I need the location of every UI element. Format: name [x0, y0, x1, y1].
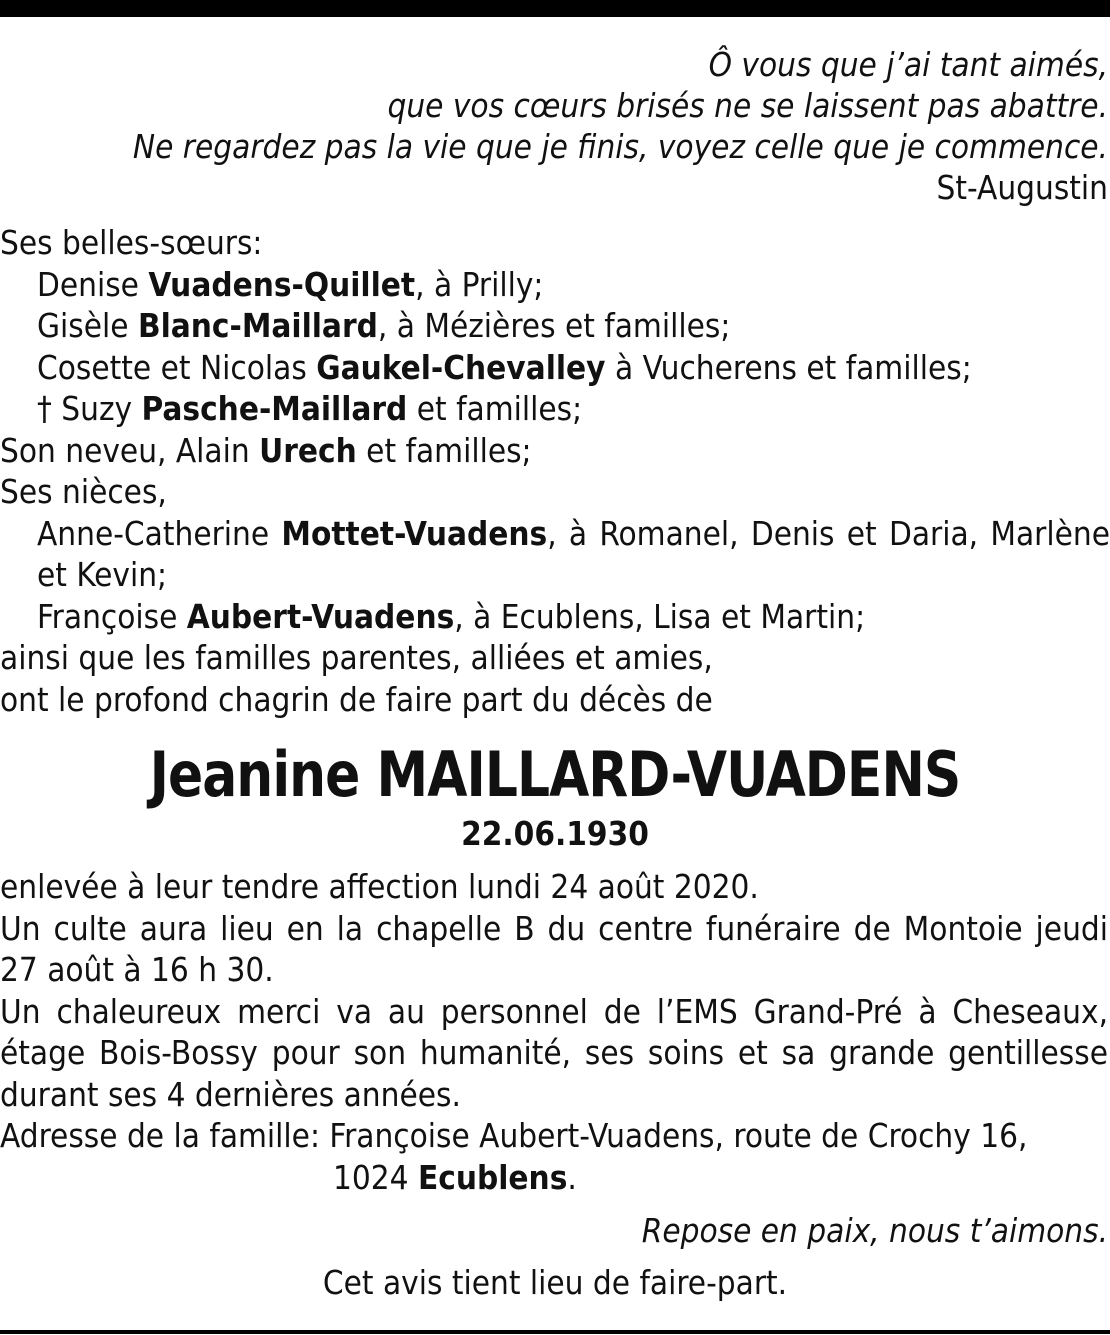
service-info: Un culte aura lieu en la chapelle B du centre funéraire de Montoie jeudi 27 août à 16 h 30. [0, 908, 1108, 989]
deceased-name: Jeanine MAILLARD-VUADENS [149, 738, 961, 811]
farewell-line: Repose en paix, nous t’aimons. [641, 1211, 1108, 1250]
nephew-line [0, 430, 1110, 472]
first-name: Gisèle [37, 306, 138, 345]
quote-author: St-Augustin [936, 168, 1108, 207]
surname: Gaukel-Chevalley [316, 347, 606, 387]
first-name: Son neveu, Alain [0, 430, 260, 470]
birth-date: 22.06.1930 [461, 814, 649, 853]
family-member [0, 596, 1110, 638]
first-name: † Suzy [37, 389, 142, 428]
thanks-paragraph: Un chaleureux merci va au personnel de l’EMS Grand-Pré à Cheseaux, étage Bois-Bossy pour son humanité, ses soins et sa grande gentillesse durant ses 4 dernières années. [0, 991, 1108, 1114]
family-member [0, 347, 1110, 389]
member-details: à Vucherens et familles; [605, 347, 972, 387]
surname: Mottet-Vuadens [281, 513, 548, 553]
surname: Vuadens-Quillet [148, 264, 416, 304]
extended-family-line: ainsi que les familles parentes, alliées et amies, [0, 638, 713, 677]
details-section [0, 866, 1108, 1198]
family-address: Adresse de la famille: Françoise Aubert-Vuadens, route de Crochy 16, [0, 1116, 1028, 1155]
first-name: Cosette et Nicolas [37, 347, 317, 387]
member-details: , à Romanel, Denis et Daria, Marlène et Kevin; [37, 513, 1110, 594]
address-period: . [567, 1157, 577, 1197]
member-details: , à Mézières et familles; [377, 306, 731, 345]
family-member [0, 388, 1110, 430]
family-member [0, 513, 1110, 596]
first-name: Denise [37, 264, 149, 304]
family-list [0, 222, 1110, 720]
quote-line-1: Ô vous que j’ai tant aimés, [708, 45, 1108, 84]
zip-code: 1024 [333, 1157, 418, 1197]
surname: Pasche-Maillard [141, 389, 408, 428]
nieces-heading: Ses nièces, [0, 472, 167, 511]
first-name: Anne-Catherine [37, 513, 282, 553]
member-details: , à Prilly; [415, 264, 544, 304]
sisters-in-law-heading: Ses belles-sœurs: [0, 223, 263, 262]
quote-line-3: Ne regardez pas la vie que je finis, voyez celle que je commence. [132, 127, 1108, 166]
surname: Aubert-Vuadens [186, 596, 455, 636]
surname: Urech [259, 430, 357, 470]
bottom-rule [0, 1330, 1110, 1334]
first-name: Françoise [37, 596, 187, 636]
deceased-block [0, 740, 1110, 854]
family-address-city [0, 1157, 1108, 1199]
quote-line-2: que vos cœurs brisés ne se laissent pas abattre. [387, 86, 1108, 125]
announcement-line: ont le profond chagrin de faire part du décès de [0, 679, 713, 719]
member-details: , à Ecublens, Lisa et Martin; [454, 596, 866, 636]
top-rule [0, 0, 1110, 17]
city-name: Ecublens [417, 1157, 568, 1197]
notice-line: Cet avis tient lieu de faire-part. [322, 1263, 788, 1302]
member-details: et familles; [407, 389, 583, 428]
passing-line: enlevée à leur tendre affection lundi 24 août 2020. [0, 867, 759, 906]
family-member [0, 305, 1110, 347]
surname: Blanc-Maillard [137, 306, 378, 345]
epigraph-quote [133, 44, 1108, 208]
family-member [0, 264, 1110, 306]
member-details: et familles; [356, 430, 532, 470]
